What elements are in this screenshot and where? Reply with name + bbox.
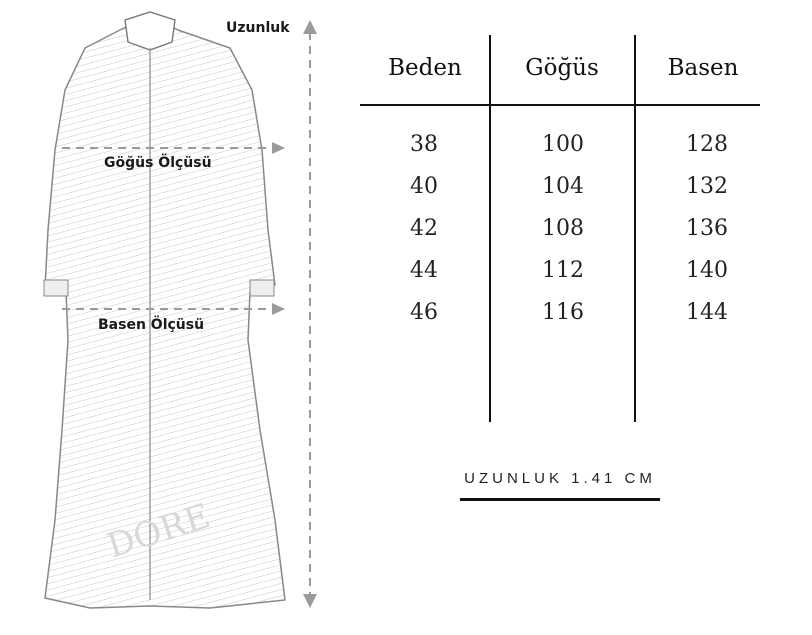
length-note: UZUNLUK 1.41 CM (464, 470, 656, 487)
table-cell: 144 (686, 300, 728, 325)
table-header-rule (360, 104, 760, 106)
header-gogus: Göğüs (525, 55, 599, 81)
table-cell: 100 (542, 132, 584, 157)
table-cell: 116 (542, 300, 584, 325)
table-cell: 44 (410, 258, 438, 283)
table-cell: 108 (542, 216, 584, 241)
header-beden: Beden (388, 55, 462, 81)
length-label: Uzunluk (226, 20, 290, 36)
table-cell: 46 (410, 300, 438, 325)
table-cell: 112 (542, 258, 584, 283)
table-col-divider-2 (634, 35, 636, 422)
table-cell: 42 (410, 216, 438, 241)
table-cell: 132 (686, 174, 728, 199)
hip-label: Basen Ölçüsü (98, 317, 205, 333)
table-cell: 104 (542, 174, 584, 199)
table-col-divider-1 (489, 35, 491, 422)
table-cell: 136 (686, 216, 728, 241)
table-cell: 40 (410, 174, 438, 199)
table-cell: 38 (410, 132, 438, 157)
watermark: DORE (102, 496, 216, 567)
length-note-underline (460, 498, 660, 501)
header-basen: Basen (667, 55, 739, 81)
chest-label: Göğüs Ölçüsü (104, 155, 212, 171)
table-cell: 128 (686, 132, 728, 157)
table-cell: 140 (686, 258, 728, 283)
